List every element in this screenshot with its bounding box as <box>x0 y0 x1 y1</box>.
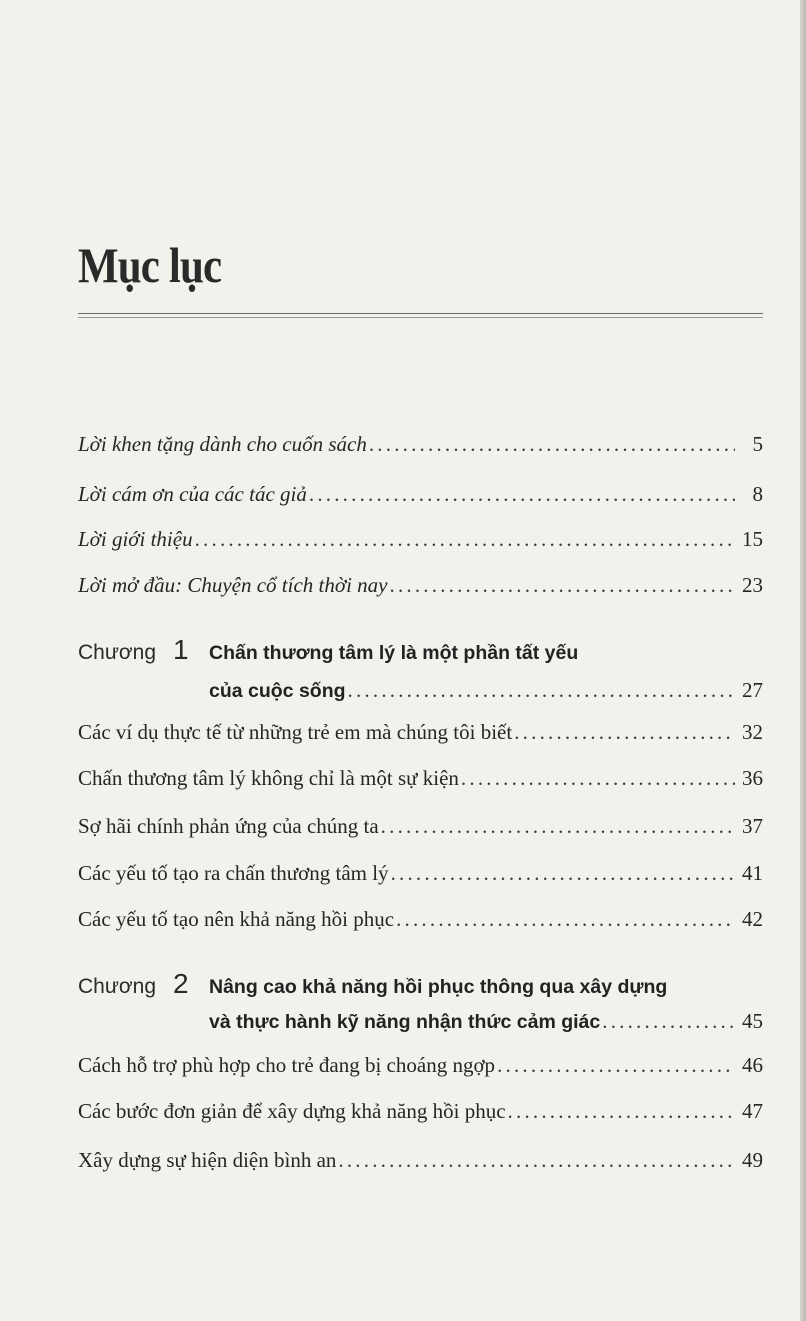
toc-entry-page: 8 <box>752 482 763 506</box>
toc-entry-preface[interactable] <box>78 568 763 602</box>
toc-entry-page: 15 <box>742 527 763 551</box>
toc-entry-page: 41 <box>742 861 763 885</box>
chapter-2-heading[interactable] <box>78 967 667 1001</box>
toc-entry-title: Lời khen tặng dành cho cuốn sách <box>78 432 367 456</box>
page-title: Mục lục <box>78 237 222 293</box>
toc-entry-title: Lời cám ơn của các tác giả <box>78 482 307 506</box>
toc-entry-title: Các yếu tố tạo ra chấn thương tâm lý <box>78 861 389 885</box>
chapter-title-line1: Chấn thương tâm lý là một phần tất yếu <box>209 642 579 664</box>
chapter-title-line1: Nâng cao khả năng hồi phục thông qua xây dựng <box>209 976 668 998</box>
toc-entry[interactable] <box>78 902 763 936</box>
toc-entry-title: Các ví dụ thực tế từ những trẻ em mà chúng tôi biết <box>78 720 513 744</box>
toc-entry[interactable] <box>78 1094 763 1128</box>
toc-entry[interactable] <box>78 715 763 749</box>
toc-entry[interactable] <box>78 809 763 843</box>
toc-entry-page: 37 <box>742 814 763 838</box>
leader-dots <box>514 715 735 749</box>
toc-entry-introduction[interactable] <box>78 522 763 556</box>
leader-dots <box>369 427 735 461</box>
chapter-1-heading[interactable] <box>78 633 578 667</box>
toc-entry-title: Lời mở đầu: Chuyện cổ tích thời nay <box>78 573 388 597</box>
leader-dots <box>391 856 735 890</box>
toc-entry-title: Cách hỗ trợ phù hợp cho trẻ đang bị choáng ngợp <box>78 1053 496 1077</box>
leader-dots <box>390 568 736 602</box>
chapter-title-line2: của cuộc sống <box>209 680 346 702</box>
leader-dots <box>309 477 735 511</box>
leader-dots <box>497 1048 735 1082</box>
leader-dots <box>338 1143 735 1177</box>
toc-entry[interactable] <box>78 856 763 890</box>
chapter-label: Chương <box>78 975 157 998</box>
chapter-title-line2: và thực hành kỹ năng nhận thức cảm giác <box>209 1011 601 1033</box>
toc-entry-page: 23 <box>742 573 763 597</box>
toc-entry-page: 36 <box>742 766 763 790</box>
toc-entry-page: 47 <box>742 1099 763 1123</box>
toc-entry-title: Các yếu tố tạo nên khả năng hồi phục <box>78 907 395 931</box>
chapter-1-heading-cont[interactable] <box>209 673 763 707</box>
toc-entry-page: 46 <box>742 1053 763 1077</box>
chapter-number: 1 <box>173 634 189 665</box>
toc-entry-title: Chấn thương tâm lý không chỉ là một sự kiện <box>78 766 459 790</box>
toc-entry-praise[interactable] <box>78 427 763 461</box>
leader-dots <box>381 809 735 843</box>
chapter-page: 45 <box>742 1009 763 1033</box>
toc-entry-page: 5 <box>752 432 763 456</box>
toc-entry-page: 49 <box>742 1148 763 1172</box>
toc-entry[interactable] <box>78 1048 763 1082</box>
chapter-2-heading-cont[interactable] <box>209 1004 763 1038</box>
leader-dots <box>602 1004 735 1038</box>
page-edge <box>800 0 806 1321</box>
toc-entry[interactable] <box>78 1143 763 1177</box>
toc-entry-title: Các bước đơn giản để xây dựng khả năng hồi phục <box>78 1099 506 1123</box>
chapter-label: Chương <box>78 641 157 664</box>
toc-entry-title: Xây dựng sự hiện diện bình an <box>78 1148 337 1172</box>
toc-entry-title: Lời giới thiệu <box>78 527 193 551</box>
leader-dots <box>195 522 735 556</box>
leader-dots <box>396 902 735 936</box>
table-of-contents <box>78 0 763 1321</box>
chapter-number: 2 <box>173 968 189 999</box>
toc-entry[interactable] <box>78 761 763 795</box>
chapter-page: 27 <box>742 678 763 702</box>
leader-dots <box>508 1094 735 1128</box>
toc-entry-page: 32 <box>742 720 763 744</box>
toc-entry-page: 42 <box>742 907 763 931</box>
leader-dots <box>461 761 735 795</box>
toc-entry-title: Sợ hãi chính phản ứng của chúng ta <box>78 814 379 838</box>
toc-entry-acknowledgements[interactable] <box>78 477 763 511</box>
leader-dots <box>348 673 735 707</box>
